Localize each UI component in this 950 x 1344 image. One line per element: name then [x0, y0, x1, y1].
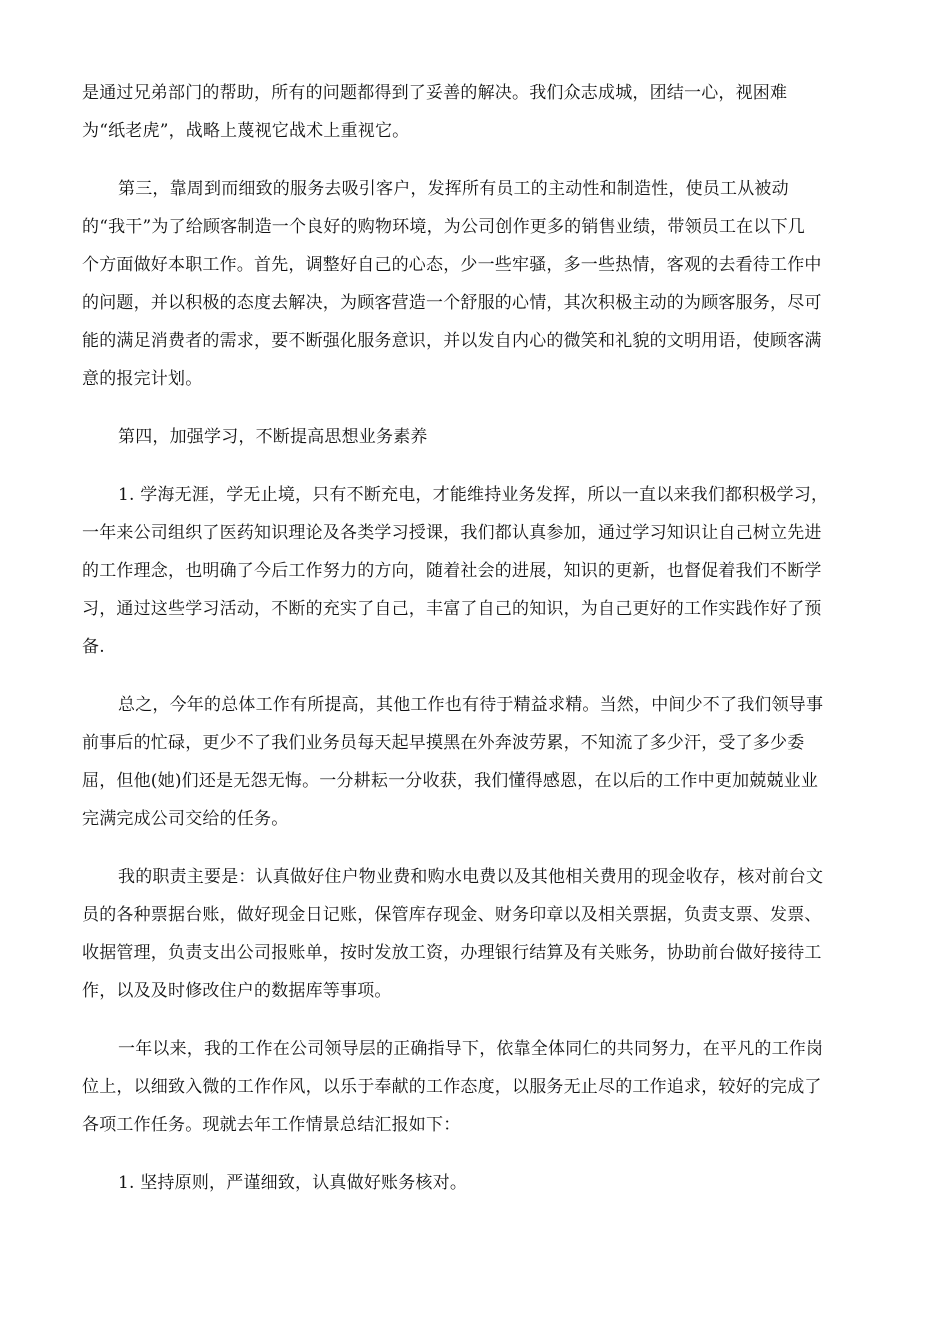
text-line: 位上，以细致入微的工作作风，以乐于奉献的工作态度，以服务无止尽的工作追求，较好的完成了 — [82, 1077, 822, 1097]
text-line: 完满完成公司交给的任务。 — [82, 809, 289, 829]
text-line: 前事后的忙碌，更少不了我们业务员每天起早摸黑在外奔波劳累，不知流了多少汗，受了多少委 — [82, 733, 805, 753]
text-line: 1. 坚持原则，严谨细致，认真做好账务核对。 — [118, 1173, 468, 1193]
text-line: 我的职责主要是：认真做好住户物业费和购水电费以及其他相关费用的现金收存，核对前台文 — [118, 867, 824, 887]
text-line: 的工作理念，也明确了今后工作努力的方向，随着社会的进展，知识的更新，也督促着我们不断学 — [82, 561, 822, 581]
text-line: 第三，靠周到而细致的服务去吸引客户，发挥所有员工的主动性和制造性，使员工从被动 — [118, 179, 789, 199]
text-line: 为“纸老虎”，战略上蔑视它战术上重视它。 — [82, 121, 410, 141]
text-line: 第四，加强学习，不断提高思想业务素养 — [118, 427, 428, 447]
text-line: 一年以来，我的工作在公司领导层的正确指导下，依靠全体同仁的共同努力，在平凡的工作岗 — [118, 1039, 824, 1059]
text-line: 备. — [82, 637, 105, 657]
text-line: 总之，今年的总体工作有所提高，其他工作也有待于精益求精。当然，中间少不了我们领导事 — [118, 695, 824, 715]
text-line: 个方面做好本职工作。首先，调整好自己的心态，少一些牢骚，多一些热情，客观的去看待工作中 — [82, 255, 822, 275]
text-line: 1. 学海无涯，学无止境，只有不断充电，才能维持业务发挥，所以一直以来我们都积极学习， — [118, 485, 829, 505]
text-line: 意的报完计划。 — [82, 369, 203, 389]
text-line: 的“我干”为了给顾客制造一个良好的购物环境，为公司创作更多的销售业绩，带领员工在以下几 — [82, 217, 805, 237]
text-line: 的问题，并以积极的态度去解决，为顾客营造一个舒服的心情，其次积极主动的为顾客服务，尽可 — [82, 293, 822, 313]
text-line: 习，通过这些学习活动，不断的充实了自己，丰富了自己的知识，为自己更好的工作实践作好了预 — [82, 599, 822, 619]
text-line: 一年来公司组织了医药知识理论及各类学习授课，我们都认真参加，通过学习知识让自己树立先进 — [82, 523, 822, 543]
text-line: 能的满足消费者的需求，要不断强化服务意识，并以发自内心的微笑和礼貌的文明用语，使顾客满 — [82, 331, 822, 351]
text-line: 员的各种票据台账，做好现金日记账，保管库存现金、财务印章以及相关票据，负责支票、发票、 — [82, 905, 822, 925]
text-line: 收据管理，负责支出公司报账单，按时发放工资，办理银行结算及有关账务，协助前台做好接待工 — [82, 943, 822, 963]
text-line: 作，以及及时修改住户的数据库等事项。 — [82, 981, 392, 1001]
text-line: 是通过兄弟部门的帮助，所有的问题都得到了妥善的解决。我们众志成城，团结一心，视困难 — [82, 83, 788, 103]
text-line: 各项工作任务。现就去年工作情景总结汇报如下： — [82, 1115, 461, 1135]
text-line: 屈，但他(她)们还是无怨无悔。一分耕耘一分收获，我们懂得感恩，在以后的工作中更加兢兢业业 — [82, 771, 819, 791]
